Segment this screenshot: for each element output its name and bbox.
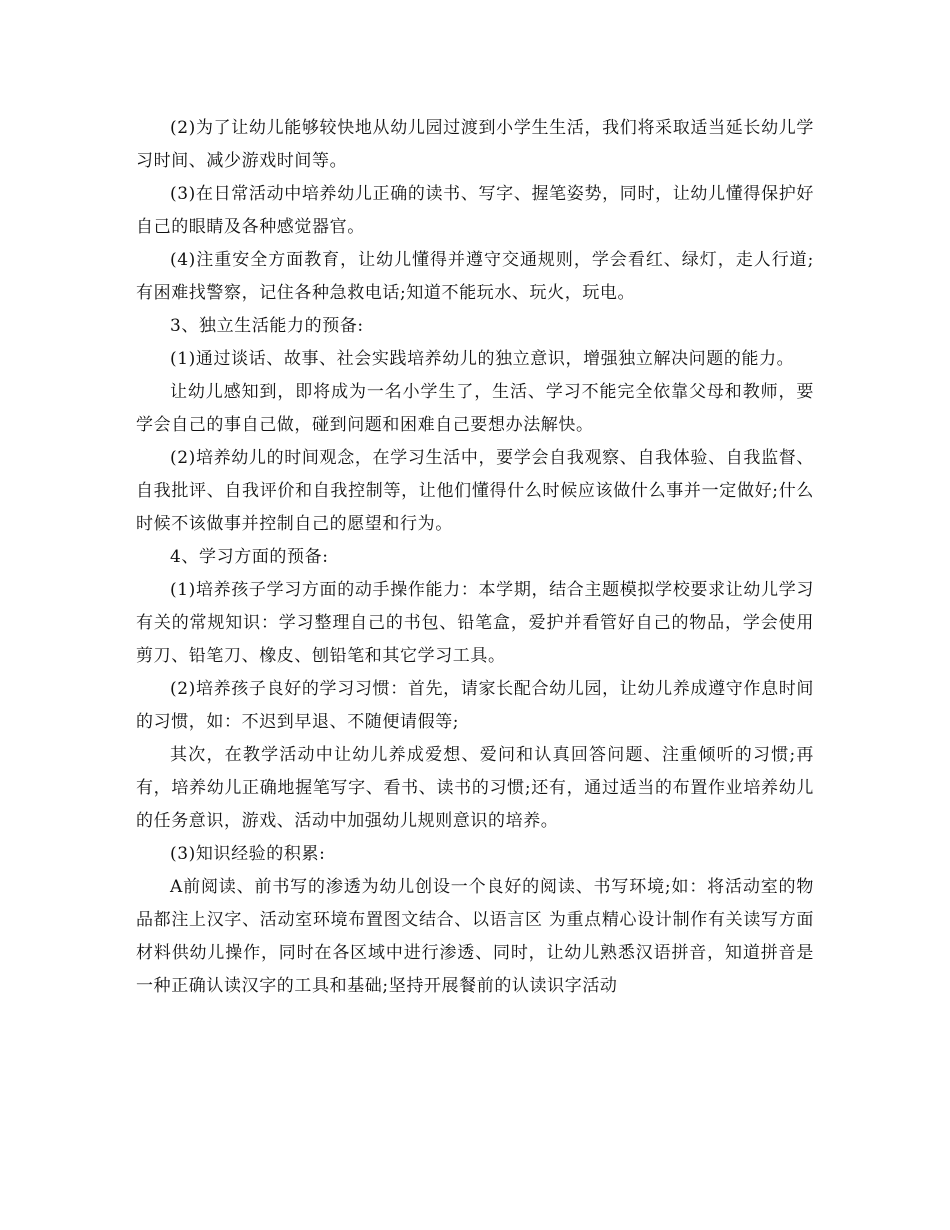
paragraph-2-time-concept: (2)培养幼儿的时间观念，在学习生活中，要学会自我观察、自我体验、自我监督、自我批评、自我评价和自我控制等，让他们懂得什么时候应该做什么事并一定做好;什么时候不该做事并控制自己的愿望和行为。 (136, 448, 814, 534)
paragraph-1-independence-awareness: (1)通过谈话、故事、社会实践培养幼儿的独立意识，增强独立解决问题的能力。 (170, 349, 795, 369)
paragraph-1-hands-on-ability: (1)培养孩子学习方面的动手操作能力：本学期，结合主题模拟学校要求让幼儿学习有关的常规知识：学习整理自己的书包、铅笔盒，爱护并看管好自己的物品，学会使用剪刀、铅笔刀、橡皮、刨铅笔和其它学习工具。 (136, 580, 814, 666)
paragraph-a-pre-reading-writing: A前阅读、前书写的渗透为幼儿创设一个良好的阅读、书写环境;如：将活动室的物品都注上汉字、活动室环境布置图文结合、以语言区 为重点精心设计制作有关读写方面材料供幼儿操作，同时在各区域中进行渗透、同时，让幼儿熟悉汉语拼音，知道拼音是一种正确认读汉字的工具和基础;坚持开展餐前的认读识字活动 (136, 877, 814, 996)
paragraph-2-study-habits: (2)培养孩子良好的学习习惯：首先，请家长配合幼儿园，让幼儿养成遵守作息时间的习惯，如：不迟到早退、不随便请假等; (136, 679, 814, 732)
heading-study-preparation: 4、学习方面的预备: (170, 547, 329, 567)
paragraph-self-reliance: 让幼儿感知到，即将成为一名小学生了，生活、学习不能完全依靠父母和教师，要学会自己的事自己做，碰到问题和困难自己要想办法解快。 (136, 382, 814, 435)
heading-independent-living: 3、独立生活能力的预备: (170, 316, 364, 336)
paragraph-4-safety-education: (4)注重安全方面教育，让幼儿懂得并遵守交通规则，学会看红、绿灯，走人行道;有困难找警察，记住各种急救电话;知道不能玩水、玩火，玩电。 (136, 250, 814, 303)
paragraph-3-reading-writing-posture: (3)在日常活动中培养幼儿正确的读书、写字、握笔姿势，同时，让幼儿懂得保护好自己的眼睛及各种感觉器官。 (136, 184, 814, 237)
document-body (136, 112, 814, 1003)
paragraph-3-knowledge-accumulation: (3)知识经验的积累: (170, 844, 326, 864)
paragraph-habits-continued: 其次，在教学活动中让幼儿养成爱想、爱问和认真回答问题、注重倾听的习惯;再有，培养幼儿正确地握笔写字、看书、读书的习惯;还有，通过适当的布置作业培养幼儿的任务意识，游戏、活动中加强幼儿规则意识的培养。 (136, 745, 814, 831)
paragraph-2-extend-study-time: (2)为了让幼儿能够较快地从幼儿园过渡到小学生生活，我们将采取适当延长幼儿学习时间、减少游戏时间等。 (136, 118, 814, 171)
